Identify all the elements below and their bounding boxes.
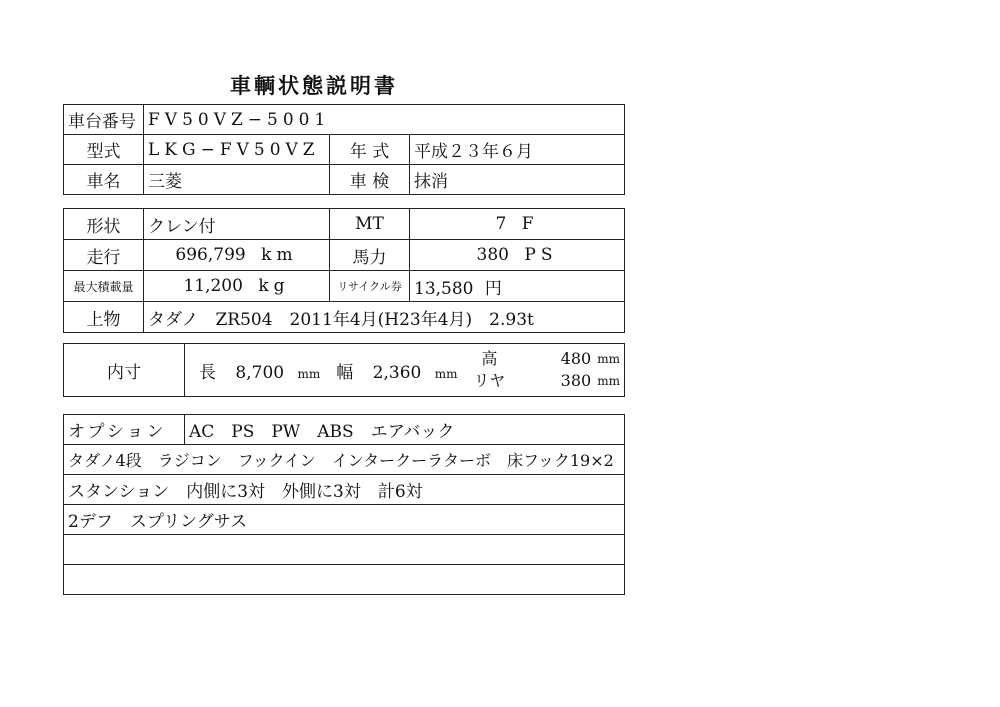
inspection-value: 抹消 [410,165,625,195]
horsepower-unit: PS [524,245,558,265]
horsepower-cell [410,240,625,271]
table-row [64,240,625,271]
horsepower-label: 馬力 [330,240,410,271]
recycle-label: リサイクル券 [330,271,410,302]
year-label: 年 式 [330,135,410,165]
height-group [474,348,620,392]
table-row [64,344,625,397]
rear-unit: mm [597,374,620,388]
table-row [64,135,625,165]
model-value: LKG−FV50VZ [144,135,330,165]
shape-label: 形状 [64,209,144,240]
options-line [64,535,625,565]
max-load-unit: kg [258,276,290,296]
maker-value: 三菱 [144,165,330,195]
table-row [64,535,625,565]
mileage-value: 696,799 [175,245,246,265]
height-value: 480 [560,349,592,368]
shape-value: クレン付 [144,209,330,240]
width-group [336,358,457,383]
table-row [64,445,625,475]
document-title: 車輌状態説明書 [230,73,398,98]
maker-label: 車名 [64,165,144,195]
length-label: 長 [199,362,216,383]
width-label: 幅 [336,362,354,383]
width-value: 2,360 [372,362,422,383]
options-value: AC PS PW ABS エアバック [185,415,625,445]
height-label: 高 [481,349,498,368]
mileage-unit: km [261,245,298,265]
inner-dimension-table [63,343,625,397]
height-unit: mm [597,352,620,366]
chassis-value: FV50VZ−5001 [144,105,625,135]
horsepower-value: 380 [476,245,509,265]
options-line: 2デフ スプリングサス [64,505,625,535]
length-unit: mm [297,366,321,381]
inner-values [185,344,625,397]
table-row [64,415,625,445]
table-row [64,505,625,535]
year-value: 平成２３年６月 [410,135,625,165]
body-label: 上物 [64,302,144,333]
mt-value: 7 F [410,209,625,240]
model-label: 型式 [64,135,144,165]
options-table [63,414,625,595]
basic-info-table [63,104,625,195]
table-row [64,302,625,333]
table-row [64,475,625,505]
rear-value: 380 [560,371,592,390]
max-load-cell [144,271,330,302]
options-line [64,565,625,595]
inner-label: 内寸 [64,344,185,397]
table-row [64,271,625,302]
table-row [64,565,625,595]
mileage-cell [144,240,330,271]
max-load-label: 最大積載量 [64,271,144,302]
chassis-label: 車台番号 [64,105,144,135]
max-load-value: 11,200 [183,276,243,296]
body-value: タダノ ZR504 2011年4月(H23年4月) 2.93t [144,302,625,333]
mileage-label: 走行 [64,240,144,271]
width-unit: mm [434,366,458,381]
rear-label: リヤ [473,371,506,390]
options-line: スタンション 内側に3対 外側に3対 計6対 [64,475,625,505]
options-line: タダノ4段 ラジコン フックイン インタークーラターボ 床フック19×2 [64,445,625,475]
mt-label: MT [330,209,410,240]
options-label: オプション [64,415,185,445]
recycle-cell [410,271,625,302]
table-row [64,209,625,240]
recycle-unit: 円 [484,278,502,299]
table-row [64,165,625,195]
table-row [64,105,625,135]
inspection-label: 車 検 [330,165,410,195]
length-value: 8,700 [235,362,285,383]
length-group [199,358,320,383]
recycle-value: 13,580 [414,278,474,299]
spec-table [63,208,625,333]
